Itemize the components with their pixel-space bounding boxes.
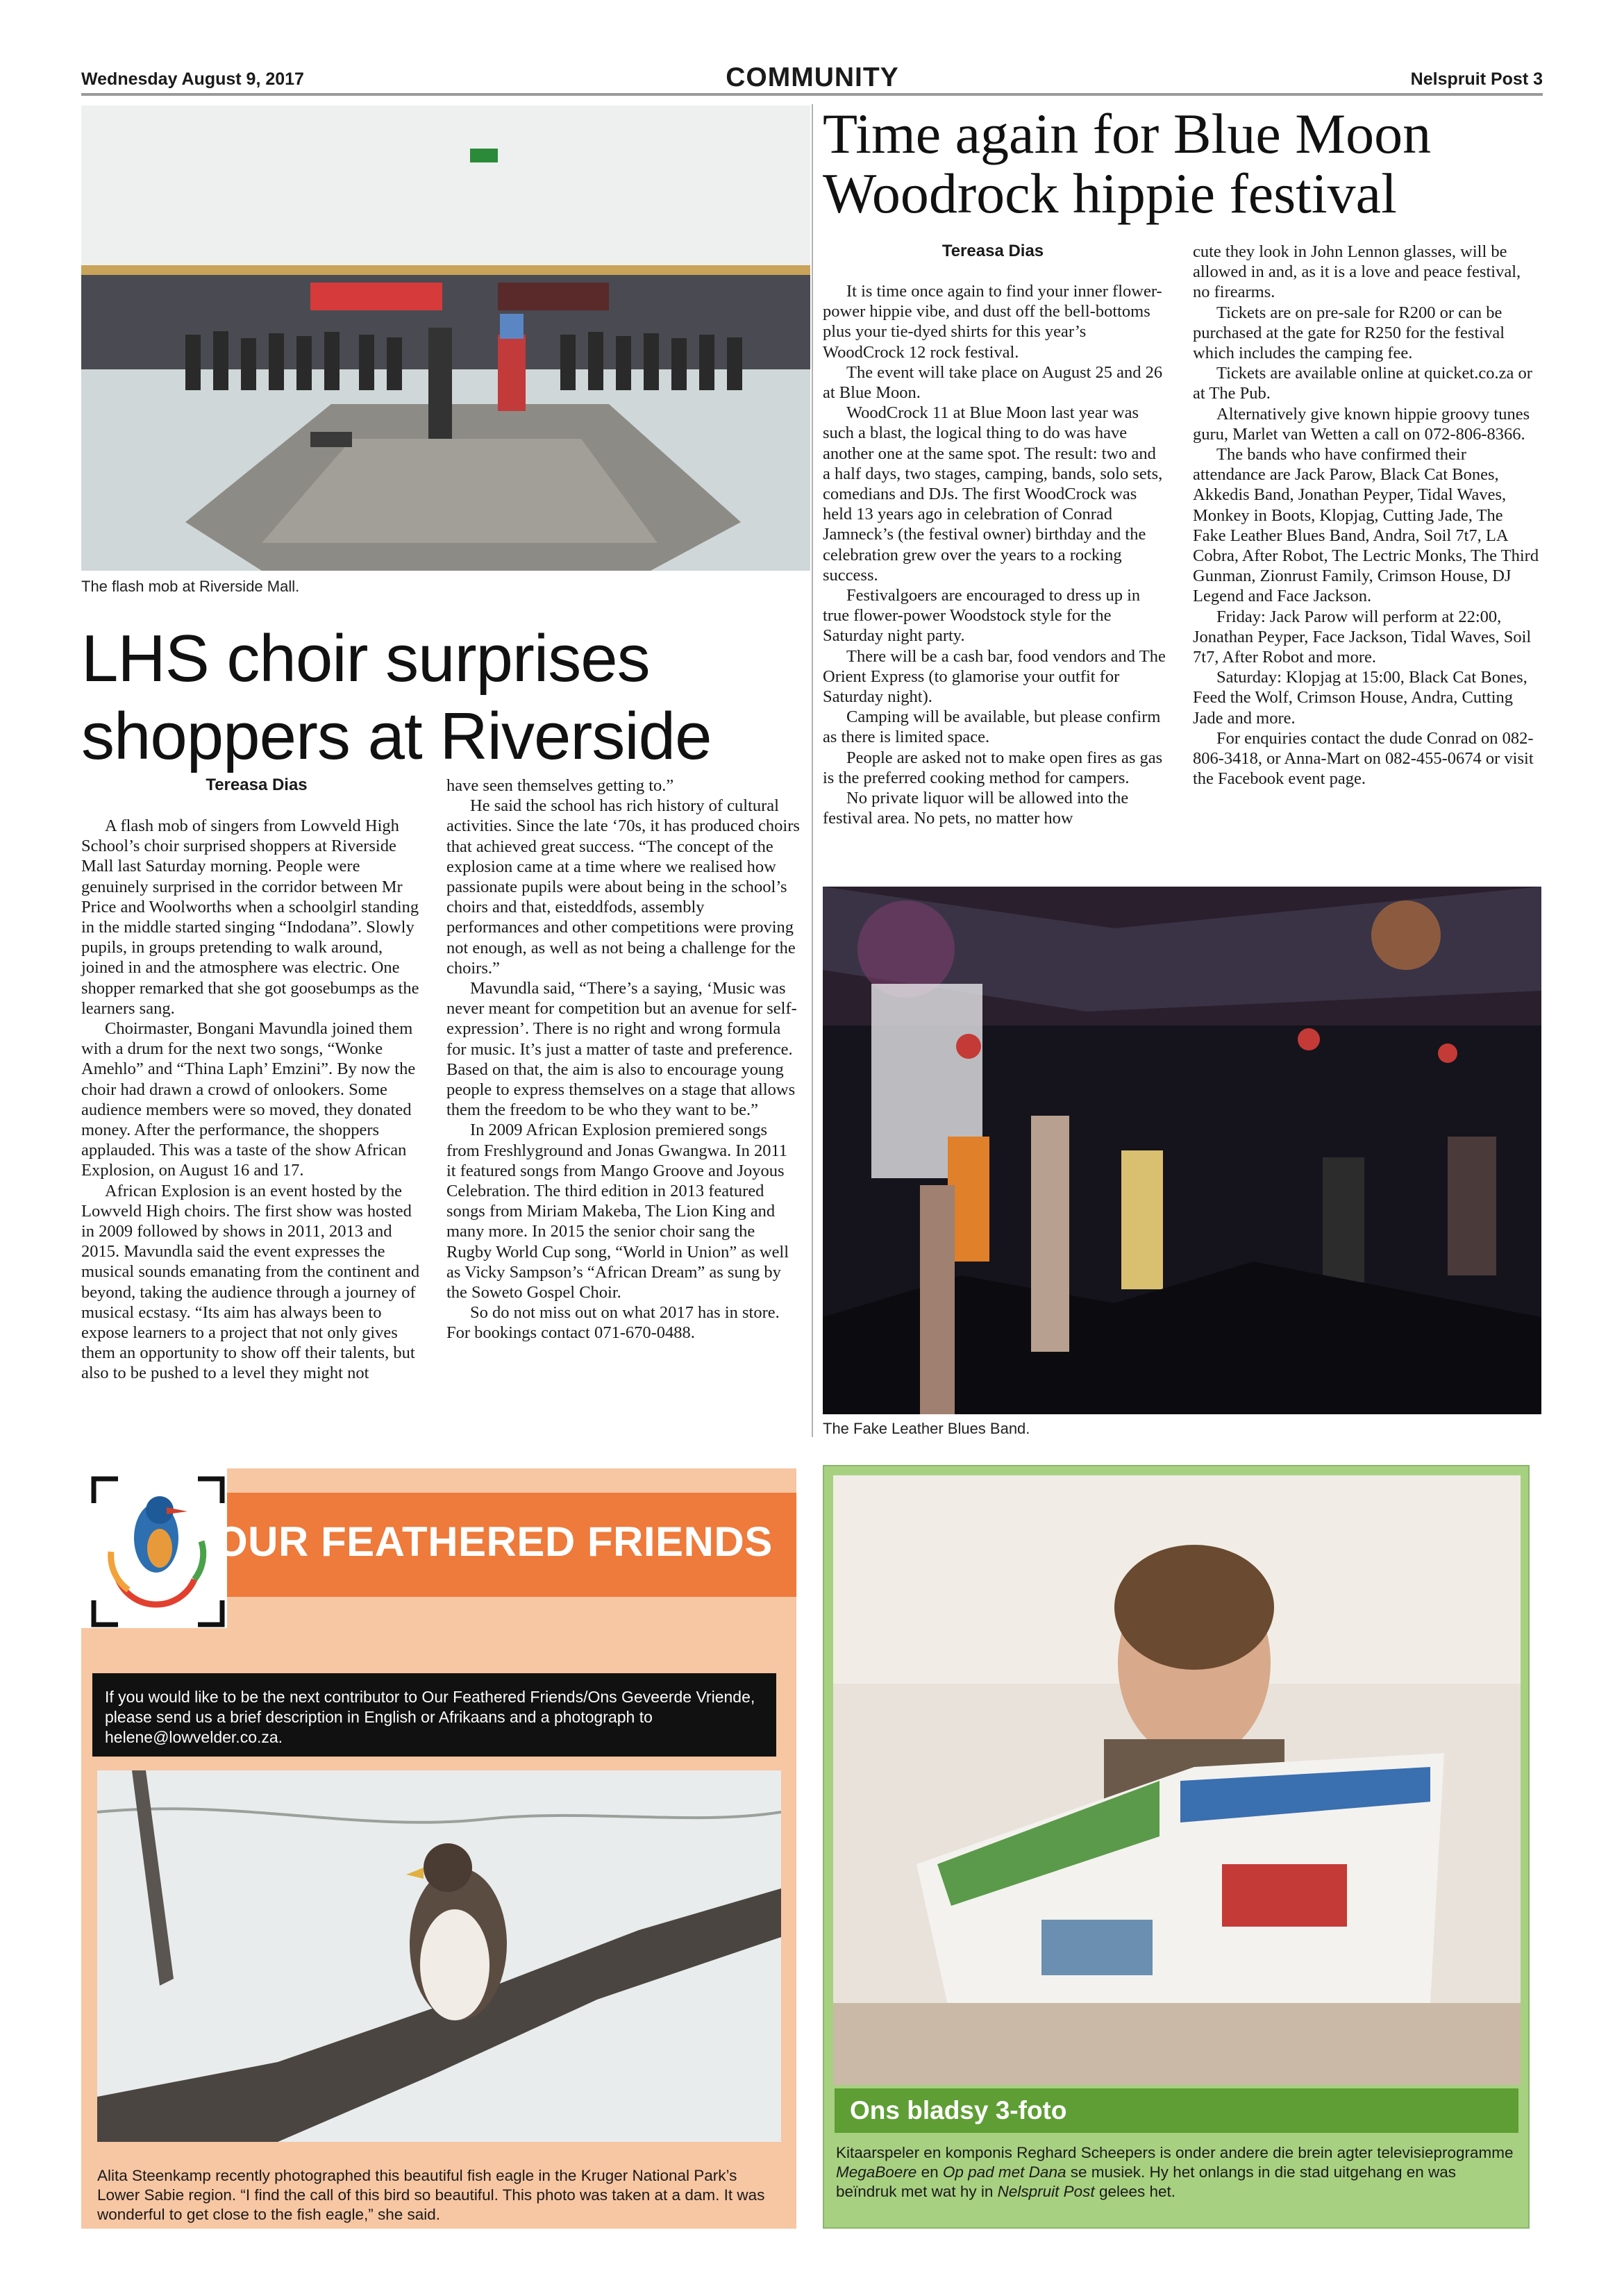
woodrock-c1-p7: People are asked not to make open fires as gas is the preferred cooking method for campers.: [823, 748, 1163, 787]
woodrock-c1-p3: WoodCrock 11 at Blue Moon last year was such a blast, the logical thing to do was have another one at the same spot. The result: two and a half days, two stages, camping, bands, solo sets, comedians and DJs. The first WoodCrock was held 13 years ago in celebration of Conrad Jamneck’s (the festival owner) birthday and the celebration grew over the years to a rocking success.: [823, 403, 1163, 585]
choir-byline: Tereasa Dias: [206, 776, 308, 794]
woodrock-c2-p1: cute they look in John Lennon glasses, will be allowed in and, as it is a love and peace festival, no firearms.: [1193, 242, 1521, 302]
ob-caption-show1: MegaBoere: [836, 2163, 917, 2181]
ob-caption-paper: Nelspruit Post: [997, 2183, 1095, 2200]
header-page: Nelspruit Post 3: [1410, 69, 1543, 89]
choir-headline-line2: shoppers at Riverside: [81, 699, 712, 773]
woodrock-c1-p5: There will be a cash bar, food vendors and The Orient Express (to glamorise your outfit for Saturday night).: [823, 646, 1166, 707]
choir-headline: [81, 620, 810, 776]
section-title: COMMUNITY: [726, 62, 899, 92]
woodrock-headline-line2: Woodrock hippie festival: [823, 162, 1397, 225]
header-rule: [81, 93, 1543, 96]
woodrock-c2-p5: The bands who have confirmed their attendance are Jack Parow, Black Cat Bones, Akkedis Band, Jonathan Peyper, Tidal Waves, Monkey in Boots, Klopjag, Cutting Jade, The Fake Leather Blues Band, Andra, Soil 7t7, LA Cobra, After Robot, The Lectric Monks, The Third Gunman, Zionrust Family, Crimson House, DJ Legend and Face Jackson.: [1193, 445, 1539, 606]
choir-c1-p2: Choirmaster, Bongani Mavundla joined them with a drum for the next two songs, “Wonke Amehlo” and “Thina Laph’ Emzini”. By now the choir had drawn a crowd of onlookers. Some audience members were so moved, they donated money. After the performance, the shoppers applauded. This was a taste of the show African Explosion, on August 16 and 17.: [81, 1019, 416, 1180]
kingfisher-logo-icon: [90, 1475, 226, 1628]
woodrock-c2-p7: Saturday: Klopjag at 15:00, Black Cat Bones, Feed the Wolf, Crimson House, Andra, Cutting Jade and more.: [1193, 668, 1527, 728]
woodrock-c1-p2: The event will take place on August 25 and 26 at Blue Moon.: [823, 362, 1163, 403]
flash-mob-caption: The flash mob at Riverside Mall.: [81, 578, 300, 595]
woodrock-byline: Tereasa Dias: [941, 242, 1044, 260]
choir-c2-p2: He said the school has rich history of cultural activities. Since the late ‘70s, it has produced choirs that achieved great success. “The concept of the explosion came at a time where we realised how passionate pupils were about being in the school’s choirs and that, eisteddfods, assembly performances and other competitions were proving not enough, as well as not being a challenge for the choirs.”: [446, 796, 800, 978]
woodrock-c2-p6: Friday: Jack Parow will perform at 22:00, Jonathan Peyper, Face Jackson, Tidal Waves, Soil 7t7, After Robot and more.: [1193, 607, 1532, 667]
feathered-friends-info: If you would like to be the next contributor to Our Feathered Friends/Ons Geveerde Vriende, please send us a brief description in English or Afrikaans and a photograph to helene@lowvelder.co.za.: [92, 1673, 776, 1757]
ons-bladsy-label: Ons bladsy 3-foto: [835, 2088, 1518, 2133]
woodrock-c1-p4: Festivalgoers are encouraged to dress up in true flower-power Woodstock style for the Saturday night party.: [823, 586, 1141, 646]
woodrock-c1-p1: It is time once again to find your inner flower-power hippie vibe, and dust off the bell-bottoms plus your tie-dyed shirts for this year’s WoodCrock 12 rock festival.: [823, 282, 1162, 362]
woodrock-c1-p8: No private liquor will be allowed into the festival area. No pets, no matter how: [823, 789, 1129, 828]
choir-c1-p1: A flash mob of singers from Lowveld High School’s choir surprised shoppers at Riverside Mall last Saturday morning. People were genuinely surprised in the corridor between Mr Price and Woolworths when a schoolgirl standing in the middle started singing “Indodana”. Slowly pupils, in groups pretending to walk around, joined in and the atmosphere was electric. One shopper remarked that she got goosebumps as the learners sang.: [81, 816, 419, 1018]
ob-caption-show2: Op pad met Dana: [942, 2163, 1066, 2181]
header-date: Wednesday August 9, 2017: [81, 69, 304, 89]
ons-bladsy-photo: [833, 1475, 1521, 2085]
column-divider: [812, 104, 813, 1437]
woodrock-c2-p3: Tickets are available online at quicket.co.za or at The Pub.: [1193, 364, 1532, 403]
woodrock-headline-line1: Time again for Blue Moon: [823, 102, 1432, 165]
choir-c2-p5: So do not miss out on what 2017 has in store. For bookings contact 071-670-0488.: [446, 1303, 780, 1343]
ons-bladsy-caption: [836, 2143, 1516, 2202]
choir-c2-p3: Mavundla said, “There’s a saying, ‘Music was never meant for competition but an avenue for self-expression’. There is no right and wrong formula for music. It’s just a matter of taste and preference. Based on that, the aim is also to encourage young people to express themselves on a stage that allows them the freedom to be who they want to be.”: [446, 979, 797, 1120]
choir-column-2: [446, 776, 801, 1343]
flash-mob-photo: [81, 106, 810, 571]
woodrock-c2-p4: Alternatively give known hippie groovy tunes guru, Marlet van Wetten a call on 072-806-8366.: [1193, 404, 1530, 444]
band-caption: The Fake Leather Blues Band.: [823, 1420, 1030, 1437]
woodrock-headline: [823, 104, 1559, 224]
ob-caption-part2: en: [916, 2163, 943, 2181]
choir-headline-line1: LHS choir surprises: [81, 621, 650, 696]
fish-eagle-photo: [97, 1770, 781, 2142]
woodrock-column-2: [1193, 242, 1540, 789]
ob-caption-part3: se musiek. Hy het onlangs in die stad uitgehang en was beïndruk met wat hy in: [836, 2163, 1457, 2200]
feathered-friends-title: OUR FEATHERED FRIENDS: [215, 1518, 773, 1565]
choir-c1-p3: African Explosion is an event hosted by the Lowveld High choirs. The first show was hosted in 2009 followed by shows in 2011, 2013 and 2015. Mavundla said the event expresses the musical sounds emanating from the continent and beyond, taking the audience through a journey of musical ecstasy. “Its aim has always been to expose learners to a project that not only gives them an opportunity to show off their talents, but also to be pushed to a level they might not: [81, 1181, 420, 1383]
band-photo: [823, 887, 1541, 1414]
woodrock-c2-p8: For enquiries contact the dude Conrad on 082-806-3418, or Anna-Mart on 082-455-0674 or visit the Facebook event page.: [1193, 728, 1534, 789]
woodrock-c1-p6: Camping will be available, but please confirm as there is limited space.: [823, 707, 1161, 747]
choir-c2-p4: In 2009 African Explosion premiered songs from Freshlyground and Jonas Gwangwa. In 2011 it featured songs from Mango Groove and Joyous Celebration. The third edition in 2013 featured songs from Miriam Makeba, The Lion King and many more. In 2015 the senior choir sang the Rugby World Cup song, “World in Union” as well as Vicky Sampson’s “African Dream” as sung by the Soweto Gospel Choir.: [446, 1121, 789, 1302]
fish-eagle-caption: Alita Steenkamp recently photographed this beautiful fish eagle in the Kruger National Park’s Lower Sabie region. “I find the call of this bird so beautiful. This photo was taken at a dam. It was wonderful to get close to the fish eagle,” she said.: [97, 2167, 765, 2223]
ob-caption-part1: Kitaarspeler en komponis Reghard Scheepers is onder andere die brein agter televisieprogramme: [836, 2144, 1514, 2161]
woodrock-c2-p2: Tickets are on pre-sale for R200 or can be purchased at the gate for R250 for the festival which includes the camping fee.: [1193, 303, 1505, 363]
ob-caption-part4: gelees het.: [1094, 2183, 1176, 2200]
choir-column-1: [81, 816, 428, 1384]
choir-c2-p1: have seen themselves getting to.”: [446, 776, 674, 795]
woodrock-column-1: [823, 281, 1166, 828]
